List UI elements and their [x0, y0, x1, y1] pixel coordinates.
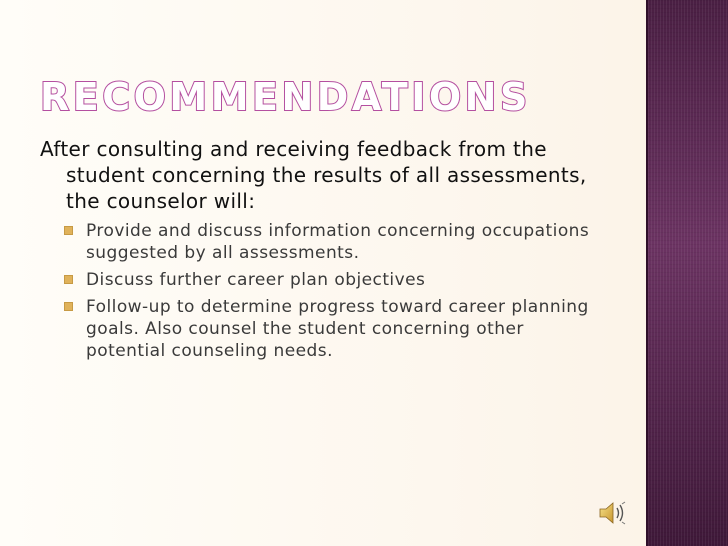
slide-body	[40, 136, 600, 367]
bullet-list	[40, 220, 600, 362]
bullet-item	[62, 269, 600, 291]
bullet-item	[62, 296, 600, 362]
slide-title	[40, 70, 640, 130]
decorative-side-panel	[648, 0, 728, 546]
bullet-text: Discuss further career plan objectives	[86, 270, 426, 290]
square-bullet-icon	[64, 226, 73, 235]
square-bullet-icon	[64, 302, 73, 311]
bullet-item	[62, 220, 600, 264]
bullet-text: Provide and discuss information concerning occupations suggested by all assessments.	[86, 221, 590, 263]
bullet-text: Follow-up to determine progress toward career planning goals. Also counsel the student concerning other potential counseling needs.	[86, 297, 589, 361]
speaker-icon-svg	[598, 500, 628, 526]
intro-paragraph: After consulting and receiving feedback from the student concerning the results of all assessments, the counselor will:	[40, 137, 587, 213]
slide-title-svg	[40, 70, 640, 130]
square-bullet-icon	[64, 275, 73, 284]
slide-title-text: RECOMMENDATIONS	[40, 75, 531, 119]
speaker-icon[interactable]	[598, 500, 628, 526]
